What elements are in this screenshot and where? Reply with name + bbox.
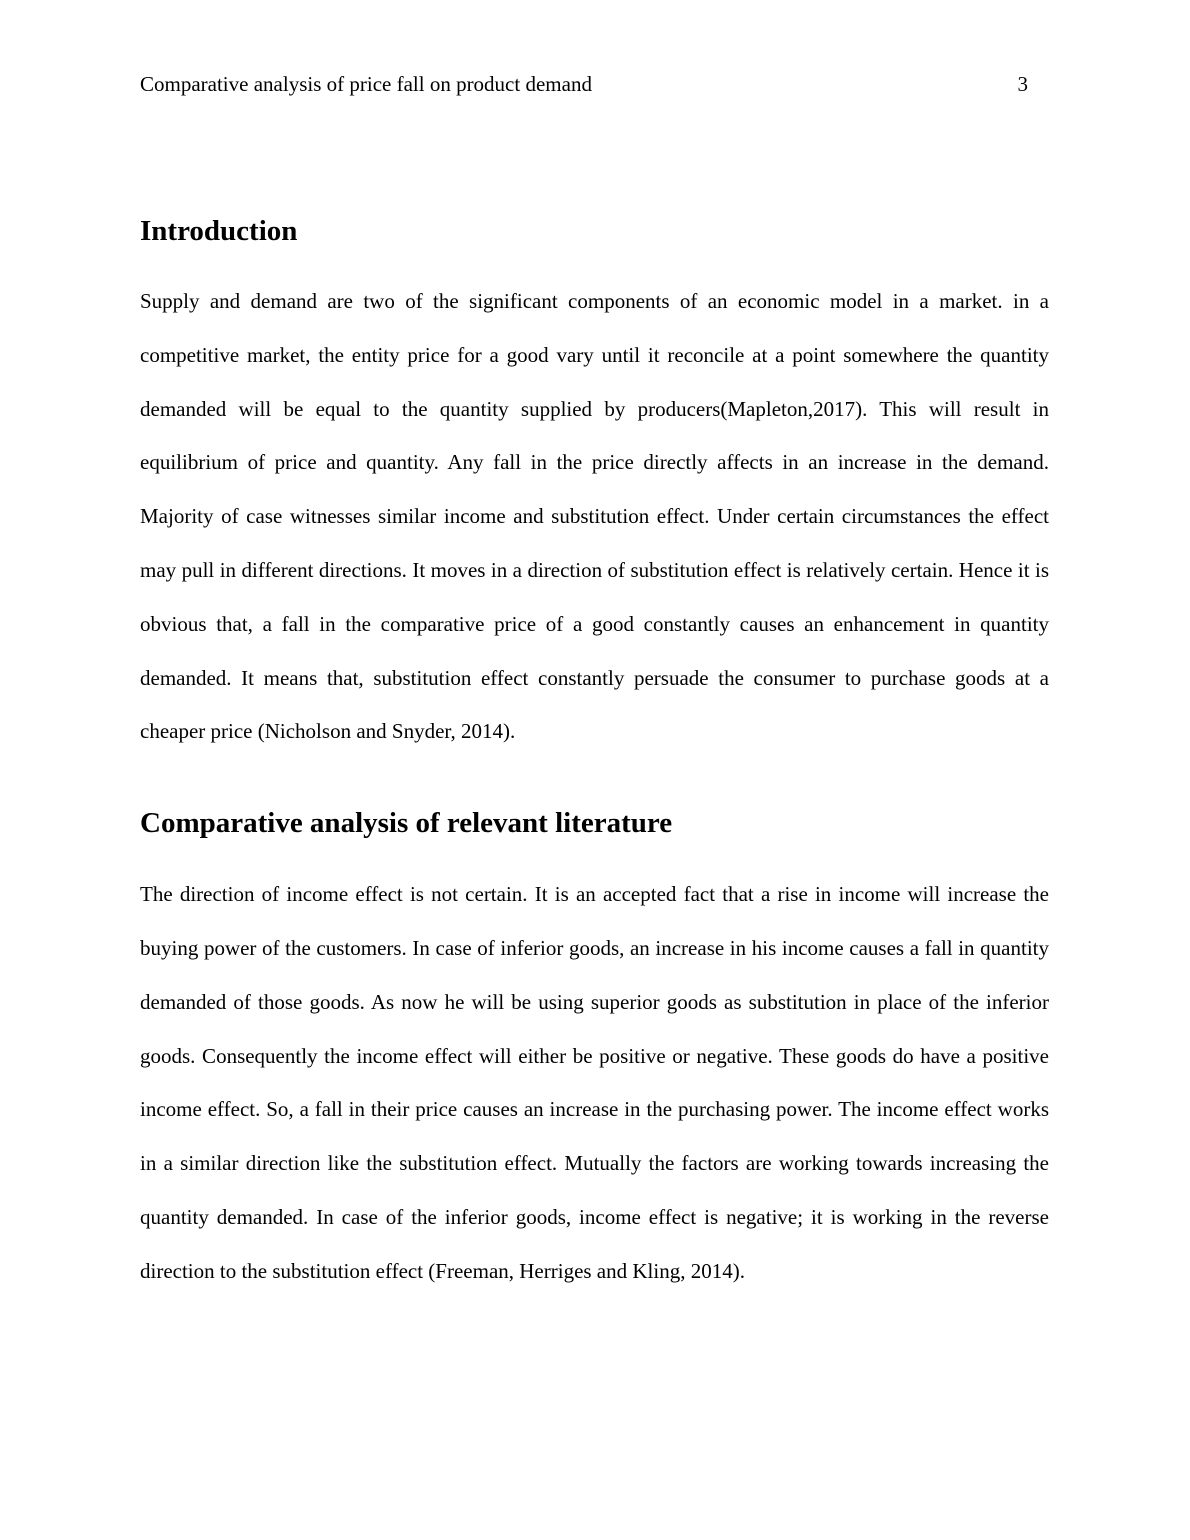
document-body — [140, 205, 1049, 1299]
literature-heading: Comparative analysis of relevant literature — [140, 807, 673, 840]
running-title: Comparative analysis of price fall on product demand — [140, 72, 592, 96]
introduction-heading: Introduction — [140, 215, 298, 247]
running-header — [140, 70, 1028, 100]
literature-paragraph: The direction of income effect is not certain. It is an accepted fact that a rise in income will increase the buying power of the customers. In case of inferior goods, an increase in his income causes a fall in quantity demanded of those goods. As now he will be using superior goods as substitution in place of the inferior goods. Consequently the income effect will either be positive or negative. These goods do have a positive income effect. So, a fall in their price causes an increase in the purchasing power. The income effect works in a similar direction like the substitution effect. Mutually the factors are working towards increasing the quantity demanded. In case of the inferior goods, income effect is negative; it is working in the reverse direction to the substitution effect (Freeman, Herriges and Kling, 2014). — [140, 882, 1049, 1283]
page-number: 3 — [1017, 72, 1028, 96]
introduction-paragraph: Supply and demand are two of the significant components of an economic model in a market. in a competitive market, the entity price for a good vary until it reconcile at a point somewhere the quantity demanded will be equal to the quantity supplied by producers(Mapleton,2017). This will result in equilibrium of price and quantity. Any fall in the price directly affects in an increase in the demand. Majority of case witnesses similar income and substitution effect. Under certain circumstances the effect may pull in different directions. It moves in a direction of substitution effect is relatively certain. Hence it is obvious that, a fall in the comparative price of a good constantly causes an enhancement in quantity demanded. It means that, substitution effect constantly persuade the consumer to purchase goods at a cheaper price (Nicholson and Snyder, 2014). — [140, 289, 1049, 744]
